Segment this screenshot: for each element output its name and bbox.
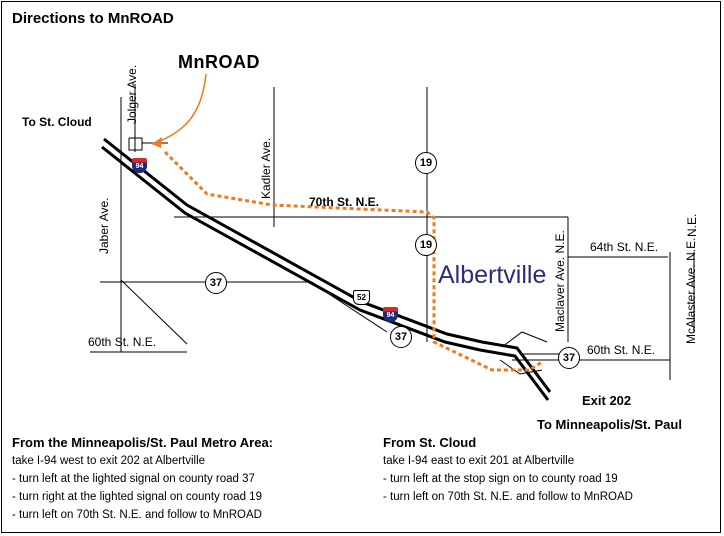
st60-west-label: 60th St. N.E. <box>88 335 157 349</box>
stcloud-directions-heading: From St. Cloud <box>383 435 477 450</box>
metro-directions-heading: From the Minneapolis/St. Paul Metro Area: <box>12 435 273 450</box>
jaber-ave-label: Jaber Ave. <box>97 197 111 254</box>
i94-shield-east: 94 <box>383 307 398 322</box>
mnroad-label: MnROAD <box>178 52 260 72</box>
stcloud-direction-line: - turn left at the stop sign on to county road 19 <box>383 473 618 485</box>
i94-shield-west: 94 <box>132 158 147 173</box>
jolger-ave-label: Jolger Ave. <box>125 64 139 124</box>
metro-direction-line: - turn right at the lighted signal on county road 19 <box>12 491 262 503</box>
stcloud-direction-line: - turn left on 70th St. N.E. and follow to MnROAD <box>383 491 633 503</box>
cr19-shield-mid: 19 <box>415 234 437 256</box>
cr37-shield-west: 37 <box>205 272 227 294</box>
cr37-shield-east: 37 <box>558 347 580 369</box>
st60-east-label: 60th St. N.E. <box>587 343 656 357</box>
st64-label: 64th St. N.E. <box>590 240 659 254</box>
cr19-shield-top: 19 <box>415 152 437 174</box>
city-label: Albertville <box>438 261 547 289</box>
metro-direction-line: - turn left on 70th St. N.E. and follow to MnROAD <box>12 509 262 521</box>
to-minneapolis-label: To Minneapolis/St. Paul <box>537 417 682 432</box>
st70-label: 70th St. N.E. <box>309 195 380 209</box>
map-frame <box>1 1 721 533</box>
kadler-ave-label: Kadler Ave. <box>259 137 273 199</box>
metro-direction-line: take I-94 west to exit 202 at Albertville <box>12 455 206 467</box>
cr37-shield-mid: 37 <box>390 326 412 348</box>
to-st-cloud-label: To St. Cloud <box>22 115 92 129</box>
metro-direction-line: - turn left at the lighted signal on county road 37 <box>12 473 255 485</box>
stcloud-direction-line: take I-94 east to exit 201 at Albertville <box>383 455 575 467</box>
mcalaster-ave-label: McAlaster Ave. N.E. <box>684 237 698 344</box>
page-title: Directions to MnROAD <box>12 10 174 27</box>
mnroad-callout-arrow <box>152 74 206 144</box>
ramp-ne <box>502 332 547 347</box>
us52-shield: 52 <box>353 290 370 305</box>
exit-label: Exit 202 <box>582 393 632 408</box>
ne-label: N.E. <box>685 213 699 237</box>
maclaver-ave-label: Maclaver Ave. N.E. <box>553 230 567 332</box>
road-map <box>2 2 721 533</box>
